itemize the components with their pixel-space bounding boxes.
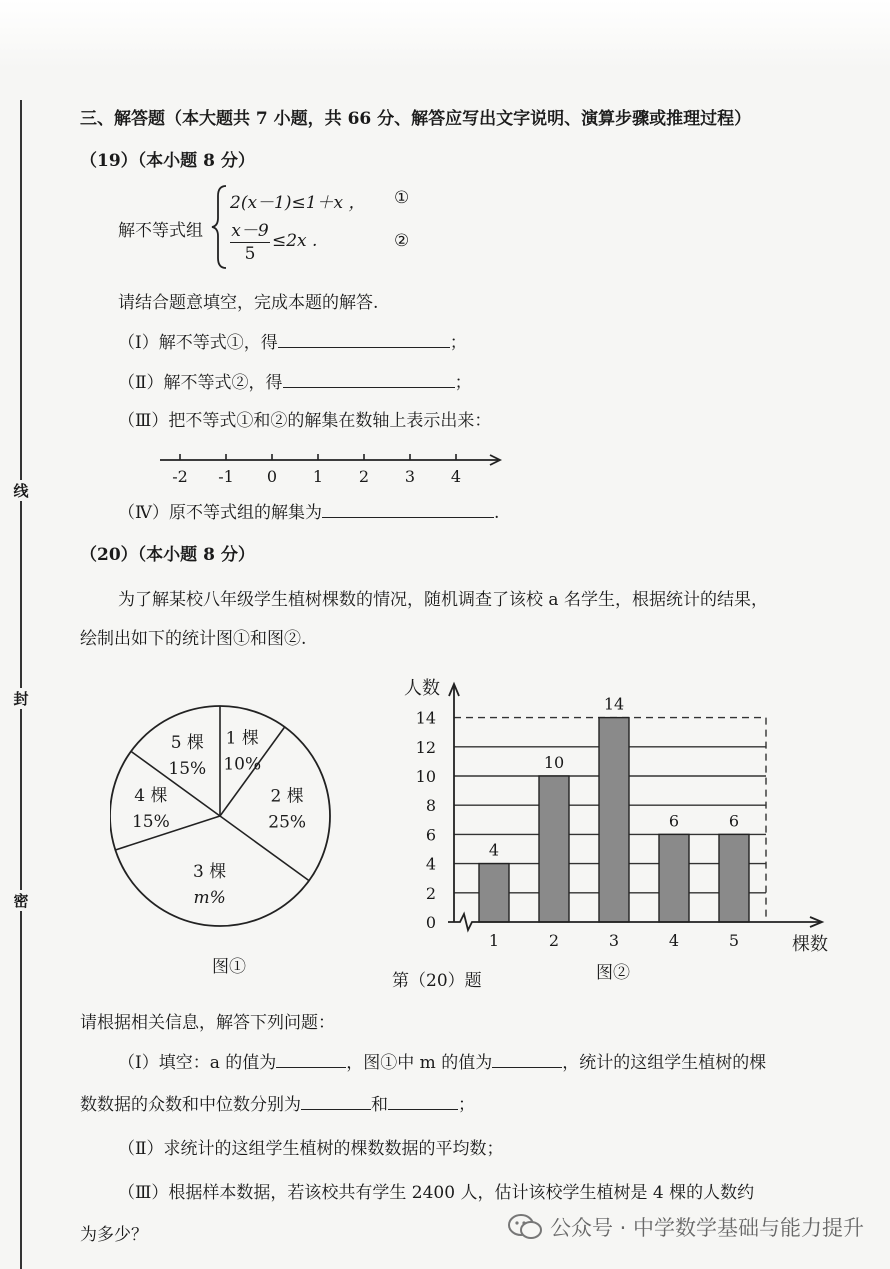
step2-semicolon: ；	[454, 373, 472, 393]
pie-slice-value: m%	[193, 888, 226, 909]
watermark-text: 公众号 · 中学数学基础与能力提升	[549, 1216, 864, 1240]
fraction-numerator: x－9	[231, 221, 269, 241]
number-line	[150, 446, 510, 490]
pie-caption: 图①	[212, 957, 246, 977]
median-blank[interactable]	[388, 1093, 458, 1110]
mode-blank[interactable]	[301, 1093, 371, 1110]
number-line-tick-label: 3	[404, 467, 416, 486]
bar	[599, 718, 629, 922]
step2-text: （Ⅱ）解不等式②，得	[118, 373, 283, 393]
number-line-tick-label: 0	[266, 467, 278, 486]
bar-ylabel: 人数	[404, 678, 440, 699]
bar	[479, 864, 509, 922]
bar-value-label: 4	[488, 840, 500, 860]
bar-xlabel: 棵数	[792, 934, 828, 955]
number-line-tick-label: 1	[312, 467, 324, 486]
q20-header: （20）（本小题 8 分）	[80, 545, 255, 565]
bar-caption: 图②	[596, 963, 630, 983]
bar-ytick-label: 8	[425, 796, 436, 816]
bar	[659, 834, 689, 922]
q20-part2: （Ⅱ）求统计的这组学生植树的棵数数据的平均数；	[118, 1139, 504, 1159]
step2-answer-blank[interactable]	[283, 371, 455, 388]
bar-ytick-label: 2	[425, 883, 436, 903]
bar-xtick-label: 5	[728, 931, 740, 950]
inequality-2-rest: ≤2x .	[272, 231, 318, 251]
q20-intro-line2: 绘制出如下的统计图①和图②.	[80, 629, 307, 649]
pie-slice-value: 15%	[168, 758, 207, 779]
q19-step4	[118, 498, 499, 523]
section-title: 三、解答题（本大题共 7 小题，共 66 分、解答应写出文字说明、演算步骤或推理过程）	[80, 109, 752, 129]
pie-slice-value: 15%	[131, 812, 170, 833]
p1-a: （Ⅰ）填空：a 的值为	[118, 1053, 277, 1073]
bar	[719, 834, 749, 922]
fraction-denominator: 5	[244, 244, 256, 264]
bar-xtick-label: 2	[548, 931, 560, 950]
q20-part1-line2	[80, 1090, 475, 1115]
q20-part3-line2: 为多少？	[80, 1225, 148, 1245]
q19-step3: （Ⅲ）把不等式①和②的解集在数轴上表示出来：	[118, 411, 492, 431]
p1-f: ；	[458, 1095, 475, 1115]
pie-slice-label: 1 棵	[225, 728, 259, 749]
p1-c: ，统计的这组学生植树的棵	[562, 1053, 767, 1073]
pie-slice-value: 25%	[268, 812, 307, 833]
q19-step2	[118, 368, 472, 393]
bar-value-label: 10	[543, 753, 565, 772]
binding-margin-line	[20, 100, 22, 1269]
m-value-blank[interactable]	[492, 1051, 562, 1068]
q19-lead: 解不等式组	[118, 221, 203, 241]
q20-prompt: 请根据相关信息，解答下列问题：	[80, 1013, 335, 1033]
step4-answer-blank[interactable]	[322, 501, 494, 518]
number-line-tick-label: 2	[358, 467, 370, 486]
p1-d: 数数据的众数和中位数分别为	[80, 1095, 301, 1115]
bar-xtick-label: 4	[668, 931, 680, 950]
system-brace	[210, 182, 230, 272]
inequality-2-mark: ②	[394, 231, 410, 251]
bar-ytick-label: 6	[425, 825, 436, 845]
step4-text: （Ⅳ）原不等式组的解集为	[118, 503, 322, 523]
margin-char-mi: 密	[11, 890, 31, 911]
bar-xtick-label: 3	[608, 931, 620, 950]
inequality-1-mark: ①	[394, 188, 410, 208]
pie-slice-label: 5 棵	[170, 732, 204, 753]
margin-char-feng: 封	[11, 688, 31, 709]
bar-value-label: 6	[668, 811, 680, 831]
number-line-tick-label: 4	[450, 467, 462, 486]
bar	[539, 776, 569, 922]
step4-period: .	[493, 503, 500, 523]
number-line-tick-label: -2	[172, 467, 188, 486]
bar-value-label: 6	[728, 811, 740, 831]
q20-intro-line1: 为了解某校八年级学生植树棵数的情况，随机调查了该校 a 名学生，根据统计的结果，	[118, 590, 768, 610]
bar-ytick-label: 4	[425, 854, 436, 874]
wechat-icon	[508, 1213, 542, 1241]
pie-slice-value: 10%	[223, 754, 262, 775]
q20-part1-line1	[118, 1048, 766, 1073]
q19-header: （19）（本小题 8 分）	[80, 151, 255, 171]
bar-chart	[390, 672, 840, 962]
bar-ytick-label: 10	[415, 767, 436, 786]
a-value-blank[interactable]	[276, 1051, 346, 1068]
number-line-tick-label: -1	[218, 467, 234, 486]
bar-ytick-label: 12	[415, 737, 436, 757]
watermark	[508, 1212, 864, 1242]
pie-slice-label: 4 棵	[134, 786, 168, 807]
pie-slice-label: 2 棵	[270, 786, 304, 807]
step1-text: （Ⅰ）解不等式①，得	[118, 333, 278, 353]
bar-value-label: 14	[603, 694, 625, 714]
step1-answer-blank[interactable]	[278, 331, 450, 348]
q19-step1	[118, 328, 467, 353]
bar-xtick-label: 1	[488, 931, 500, 950]
p1-e: 和	[371, 1095, 388, 1115]
step1-semicolon: ；	[449, 333, 467, 353]
figure-caption: 第（20）题	[392, 971, 482, 991]
page-top-shade	[0, 0, 890, 70]
bar-ytick-label: 14	[415, 708, 436, 728]
pie-chart	[110, 694, 340, 944]
q20-part3-line1: （Ⅲ）根据样本数据，若该校共有学生 2400 人，估计该校学生植树是 4 棵的人数约	[118, 1183, 755, 1203]
pie-slice-label: 3 棵	[193, 862, 227, 883]
margin-char-xian: 线	[11, 480, 31, 501]
bar-ytick-label: 0	[425, 913, 436, 932]
inequality-2-fraction	[230, 220, 270, 265]
q19-instruction: 请结合题意填空，完成本题的解答.	[118, 293, 379, 313]
p1-b: ，图①中 m 的值为	[346, 1053, 493, 1073]
inequality-1: 2(x－1)≤1＋x ，	[230, 193, 366, 213]
